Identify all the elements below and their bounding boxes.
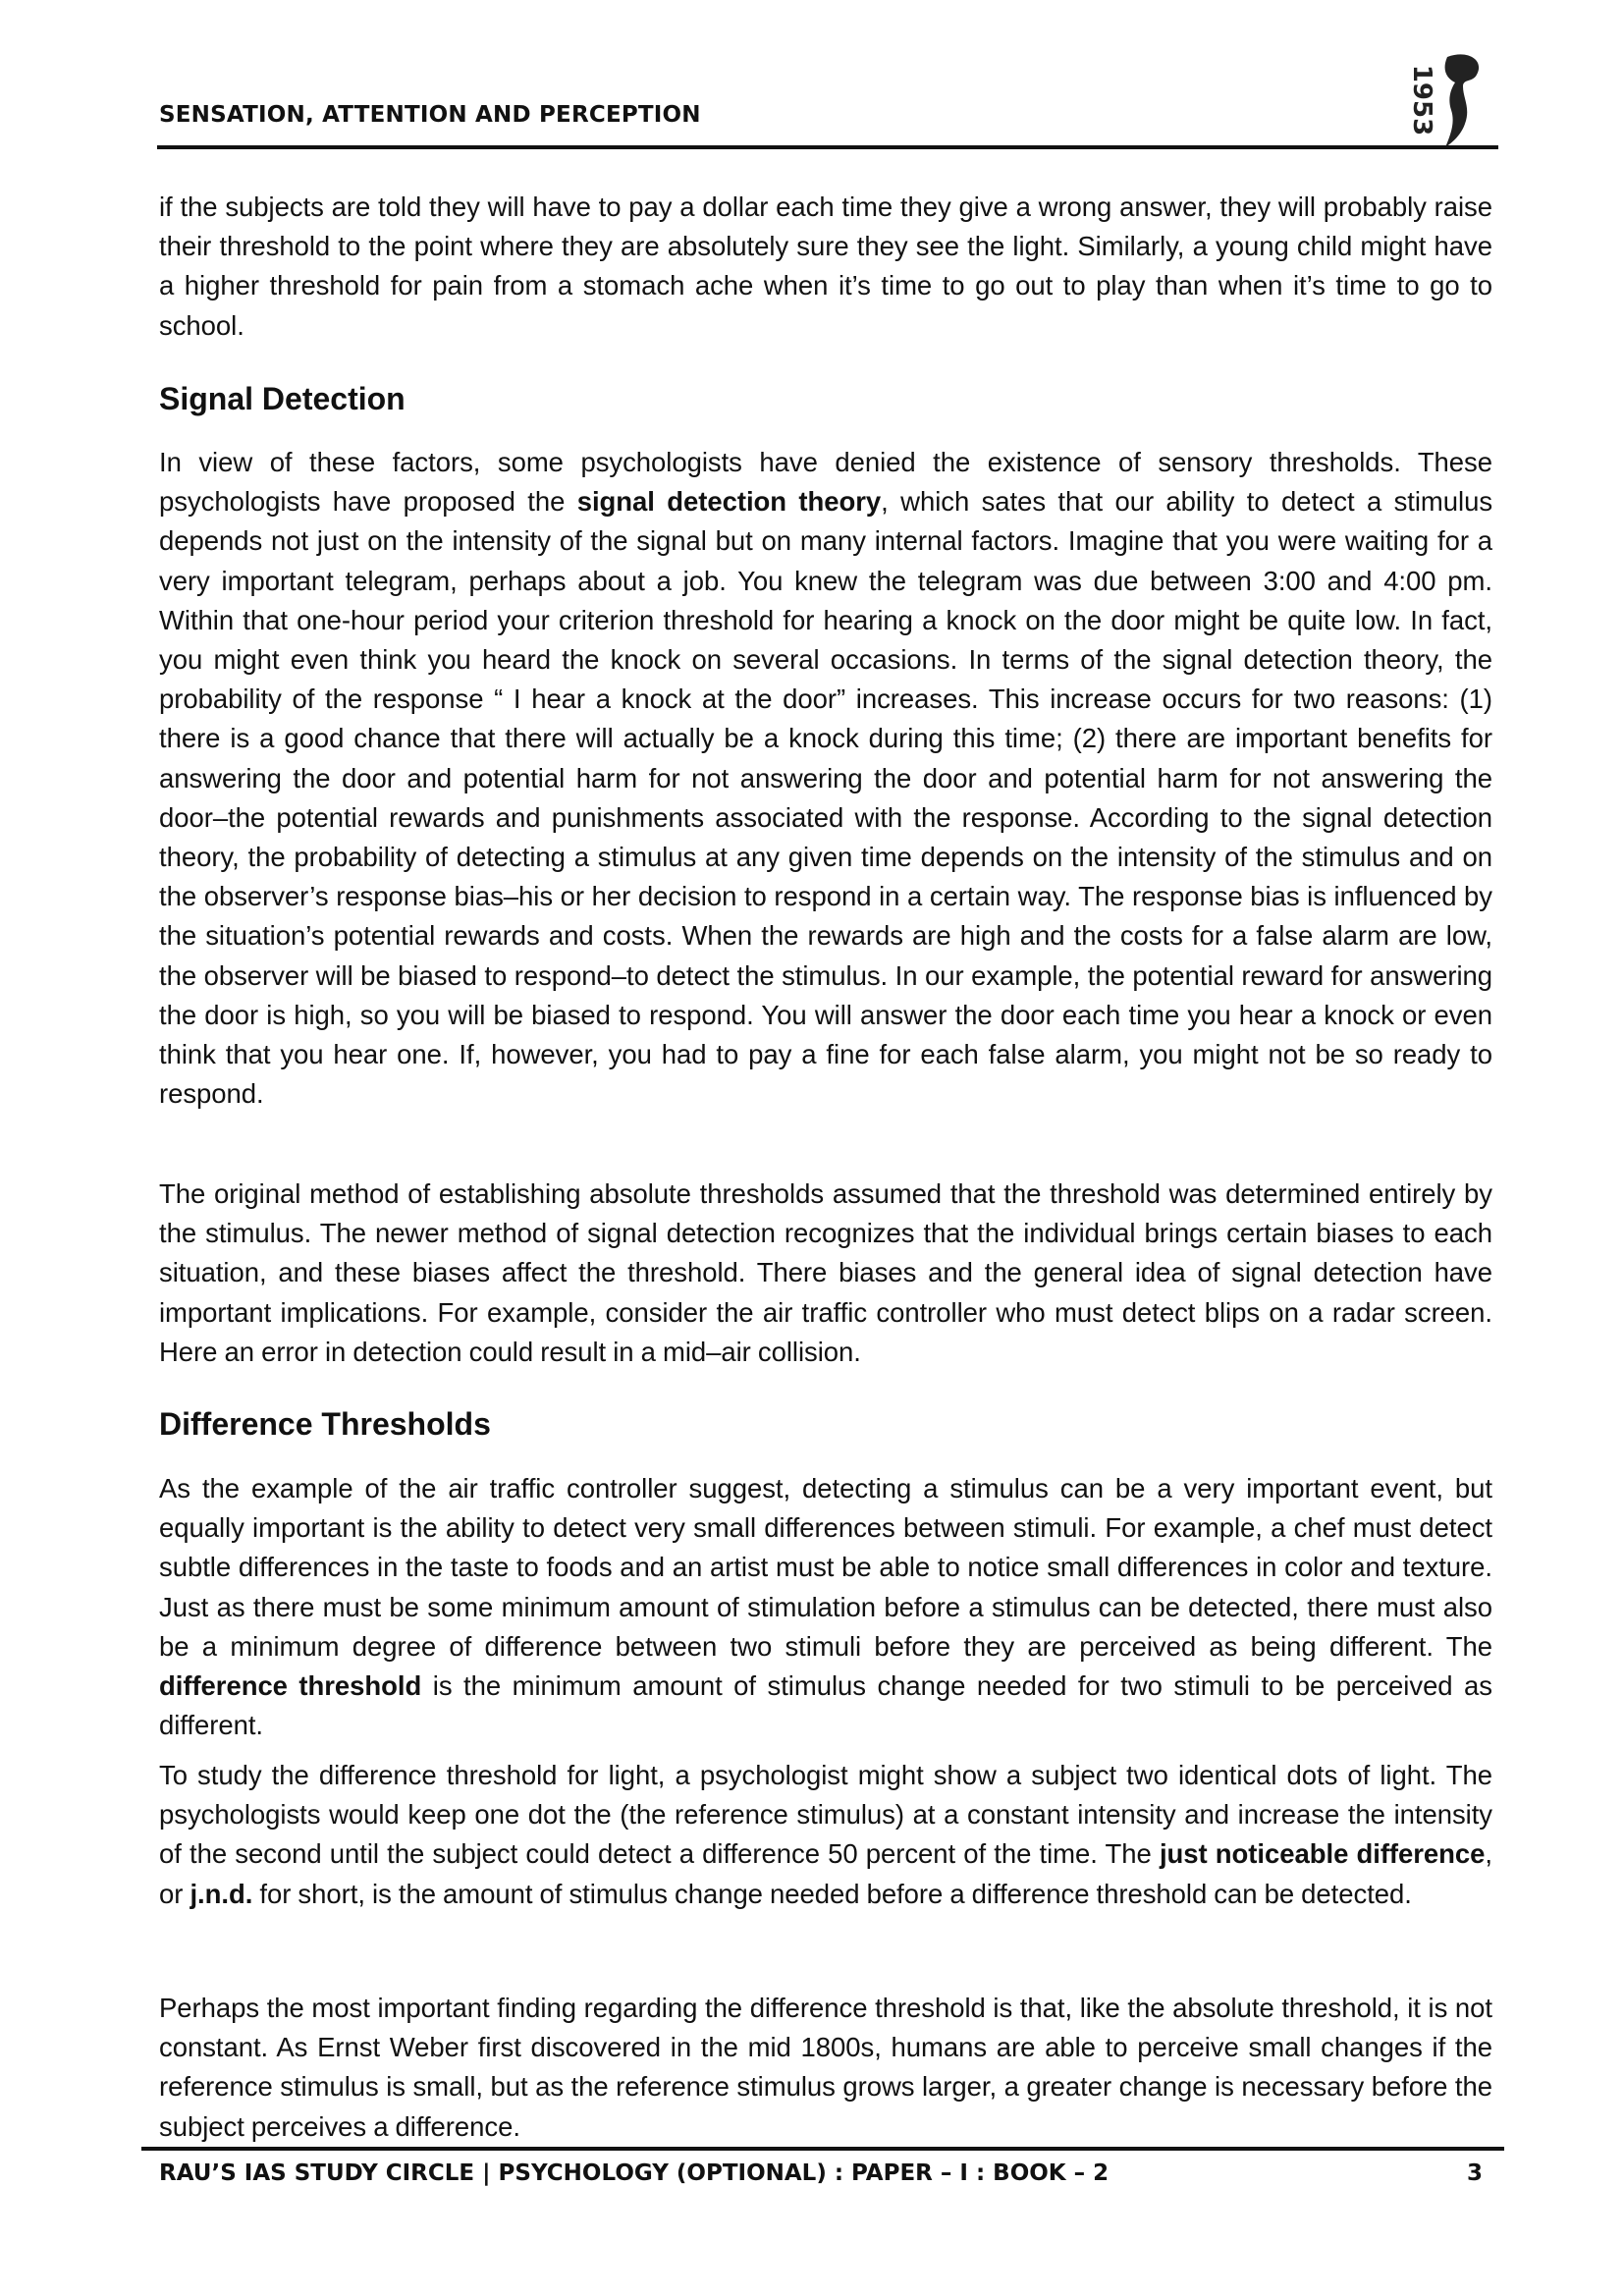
paragraph-weber: Perhaps the most important finding regarding the difference threshold is that, like the absolute threshold, it is not constant. As Ernst Weber first discovered in the mid 1800s, humans are able to perceive small changes if the reference stimulus is small, but as the reference stimulus grows larger, a greater change is necessary before the subject perceives a difference. xyxy=(159,1993,1492,2142)
term-difference-threshold: difference threshold xyxy=(159,1670,422,1702)
footer-title: RAU’S IAS STUDY CIRCLE | PSYCHOLOGY (OPTIONAL) : PAPER – I : BOOK – 2 xyxy=(159,2160,1110,2186)
paragraph-difference-threshold xyxy=(159,1469,1492,1745)
heading-difference-thresholds: Difference Thresholds xyxy=(159,1406,491,1442)
footer-divider xyxy=(141,2147,1504,2151)
paragraph-text: As the example of the air traffic controller suggest, detecting a stimulus can be a very important event, but equally important is the ability to detect very small differences between stimuli. For example, a chef must detect subtle differences in the taste to foods and an artist must be able to notice small differences in color and texture. Just as there must be some minimum amount of stimulation before a stimulus can be detected, there must also be a minimum degree of difference between two stimuli before they are perceived as being different. The xyxy=(159,1473,1492,1662)
paragraph-text: is the minimum amount of stimulus change needed for two stimuli to be perceived as different. xyxy=(159,1670,1492,1741)
paragraph-signal-detection xyxy=(159,443,1492,1114)
paragraph-text: To study the difference threshold for light, a psychologist might show a subject two identical dots of light. The psychologists would keep one dot the (the reference stimulus) at a constant intensity and increase the intensity of the second until the subject could detect a difference 50 percent of the time. The xyxy=(159,1760,1492,1870)
term-jnd: j.n.d. xyxy=(189,1878,253,1909)
paragraph-text: , which sates that our ability to detect a stimulus depends not just on the intensity of the signal but on many internal factors. Imagine that you were waiting for a very important telegram, perhaps about a job. You knew the telegram was due between 3:00 and 4:00 pm. Within that one-hour period your criterion threshold for hearing a knock on the door might be quite low. In fact, you might even think you heard the knock on several occasions. In terms of the signal detection theory, the probability of the response “ I hear a knock at the door” increases. This increase occurs for two reasons: (1) there is a good chance that there will actually be a knock during this time; (2) there are important benefits for answering the door and potential harm for not answering the door and potential harm for not answering the door–the potential rewards and punishments associated with the response. According to the signal detection theory, the probability of detecting a stimulus at any given time depends on the intensity of the stimulus and on the observer’s response bias–his or her decision to respond in a certain way. The response bias is influenced by the situation’s potential rewards and costs. When the rewards are high and the costs for a false alarm are low, the observer will be biased to respond–to detect the stimulus. In our example, the potential reward for answering the door is high, so you will be biased to respond. You will answer the door each time you hear a knock or even think that you hear one. If, however, you had to pay a fine for each false alarm, you might not be so ready to respond. xyxy=(159,486,1493,1110)
term-just-noticeable-difference: just noticeable difference xyxy=(1159,1838,1486,1870)
paragraph-original-method: The original method of establishing absolute thresholds assumed that the threshold was determined entirely by the stimulus. The newer method of signal detection recognizes that the individual brings certain biases to each situation, and these biases affect the threshold. There biases and the general idea of signal detection have important implications. For example, consider the air traffic controller who must detect blips on a radar screen. Here an error in detection could result in a mid–air collision. xyxy=(159,1178,1492,1367)
running-header-title: SENSATION, ATTENTION AND PERCEPTION xyxy=(159,102,701,128)
header-divider xyxy=(157,145,1498,149)
paragraph-text: In view of these factors, some psychologists have denied the existence of sensory thresholds. These psychologists have proposed the xyxy=(159,447,1492,518)
heading-signal-detection: Signal Detection xyxy=(159,381,406,416)
flame-logo-icon xyxy=(1390,49,1498,151)
paragraph-text: for short, is the amount of stimulus change needed before a difference threshold can be detected. xyxy=(252,1878,1412,1909)
logo-year-text: 1953 xyxy=(1407,64,1436,137)
paragraph-intro: if the subjects are told they will have to pay a dollar each time they give a wrong answer, they will probably raise their threshold to the point where they are absolutely sure they see the light. Similarly, a young child might have a higher threshold for pain from a stomach ache when it’s time to go out to play than when it’s time to go to school. xyxy=(159,191,1492,341)
term-signal-detection-theory: signal detection theory xyxy=(576,486,882,518)
paragraph-jnd xyxy=(159,1756,1492,1914)
paragraph-text: , or xyxy=(159,1838,1493,1909)
page-number: 3 xyxy=(1467,2160,1484,2186)
